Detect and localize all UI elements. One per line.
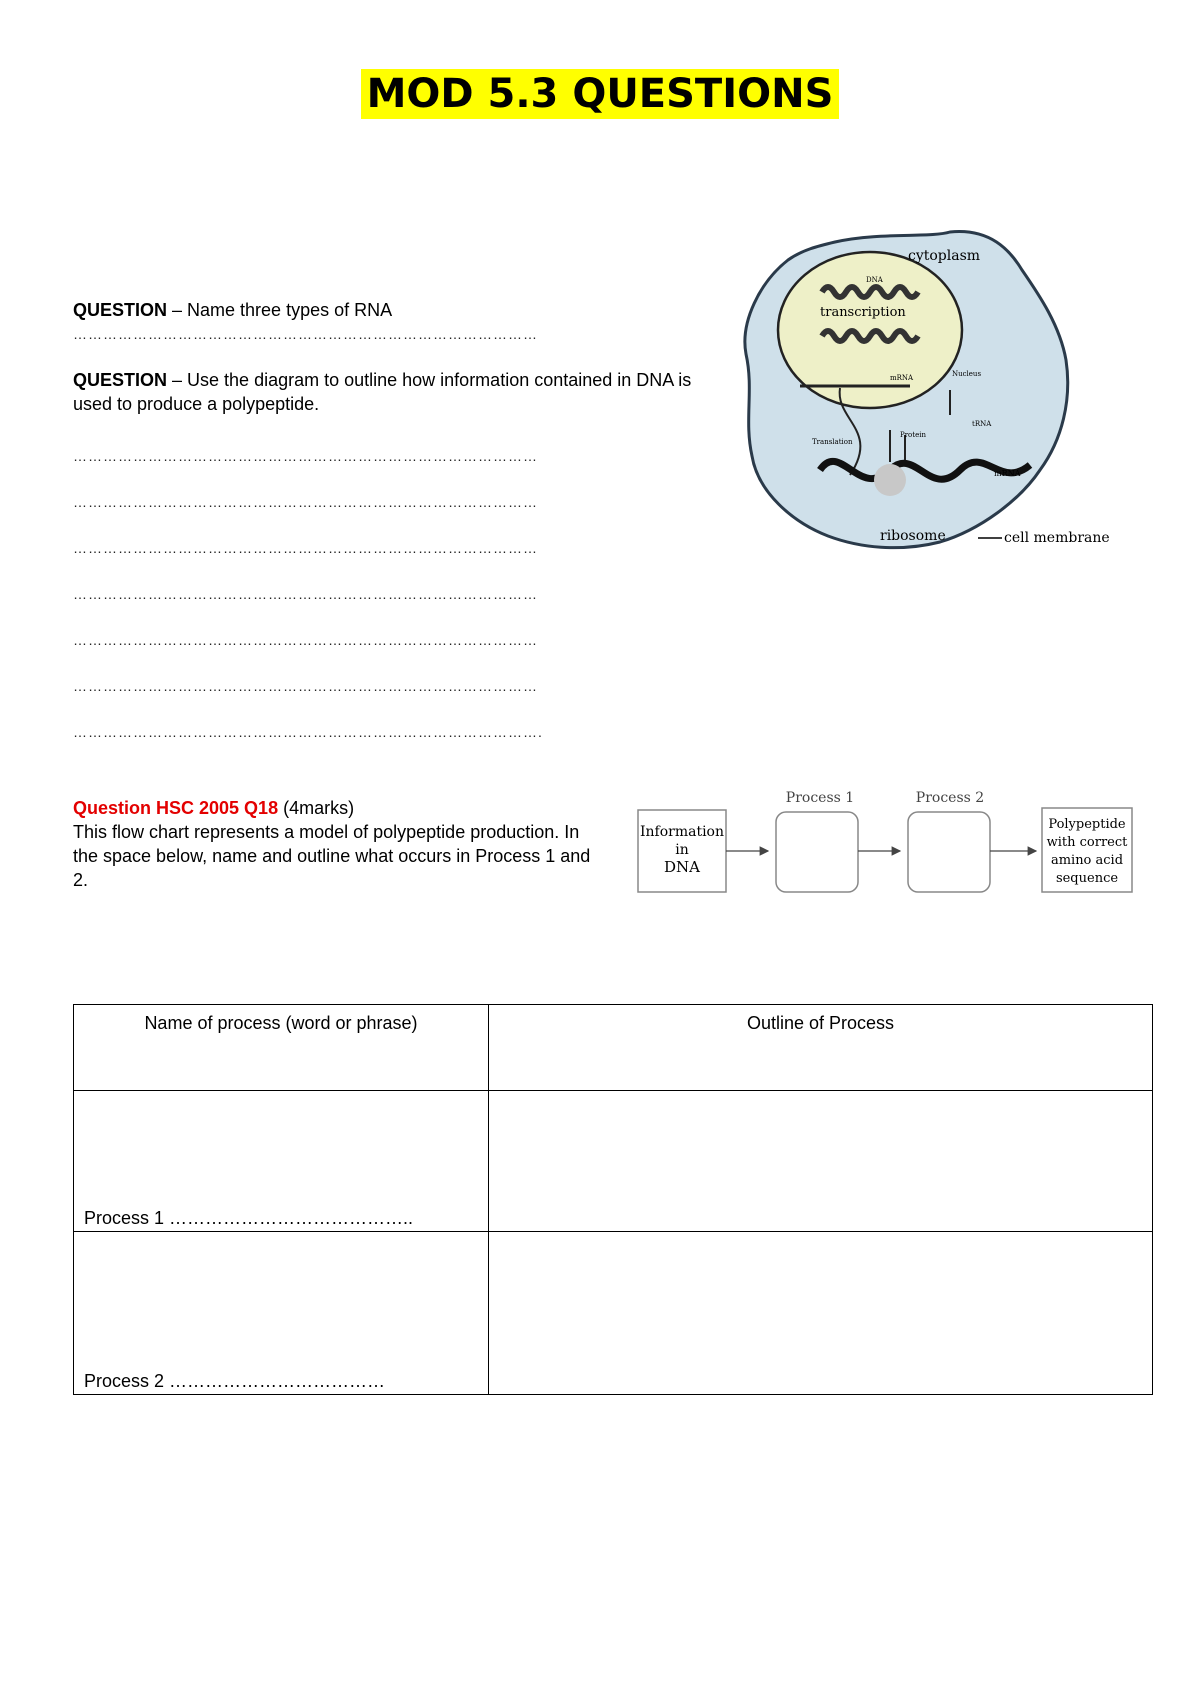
question-2-label: QUESTION — [73, 370, 168, 390]
table-row — [74, 1091, 1153, 1232]
col-header-name: Name of process (word or phrase) — [74, 1005, 489, 1091]
cell-diagram — [740, 230, 1110, 570]
process-2-label: Process 2 ……………………………… — [84, 1371, 386, 1391]
question-3-heading: Question HSC 2005 Q18 — [73, 798, 279, 818]
question-1-answer-line: ………………………………………………………………………………… — [73, 326, 538, 342]
label-trna: tRNA — [972, 420, 992, 428]
label-transcription: transcription — [820, 305, 906, 320]
col-header-outline: Outline of Process — [489, 1005, 1153, 1091]
process-2-label: Process 2 — [915, 790, 985, 806]
info-line: in — [675, 842, 689, 858]
question-3-text: This flow chart represents a model of polypeptide production. In the space below, name and outline what occurs in Process 1 and 2. — [73, 822, 591, 890]
question-1 — [73, 298, 713, 322]
table-header-row — [74, 1005, 1153, 1091]
label-translation: Translation — [812, 438, 853, 446]
answer-line: ………………………………………………………………………………… — [73, 448, 538, 464]
ribosome-shape — [874, 464, 906, 496]
process-2-box — [908, 812, 990, 892]
label-dna: DNA — [866, 276, 883, 284]
label-mrna-inner: mRNA — [890, 374, 914, 382]
label-nucleus: Nucleus — [952, 370, 982, 378]
label-cytoplasm: cytoplasm — [908, 248, 981, 264]
process-1-label: Process 1 — [785, 790, 855, 806]
label-mrna-outer: mRNA — [994, 469, 1021, 478]
answer-line: ………………………………………………………………………………… — [73, 494, 538, 510]
answer-line: ………………………………………………………………………………… — [73, 678, 538, 694]
answer-line: ………………………………………………………………………………… — [73, 632, 538, 648]
question-2 — [73, 368, 723, 416]
answer-line: …………………………………………………………………………………. — [73, 724, 543, 740]
info-line: Information — [639, 824, 725, 840]
title-text: MOD 5.3 QUESTIONS — [361, 69, 840, 119]
process-2-outline-cell[interactable] — [489, 1232, 1153, 1395]
table-row — [74, 1232, 1153, 1395]
output-line: with correct — [1046, 835, 1128, 850]
label-cell-membrane: cell membrane — [1004, 530, 1110, 546]
output-line: sequence — [1055, 871, 1119, 886]
process-1-label: Process 1 ………………………………….. — [84, 1208, 414, 1228]
label-ribosome: ribosome — [880, 528, 946, 544]
process-1-outline-cell[interactable] — [489, 1091, 1153, 1232]
label-protein: Protein — [900, 431, 926, 439]
output-line: Polypeptide — [1048, 817, 1126, 832]
answer-table — [73, 1004, 1153, 1395]
answer-line: ………………………………………………………………………………… — [73, 586, 538, 602]
answer-line: ………………………………………………………………………………… — [73, 540, 538, 556]
question-2-text: – Use the diagram to outline how information contained in DNA is used to produce a polypeptide. — [73, 370, 692, 414]
question-1-label: QUESTION — [73, 300, 168, 320]
question-3-marks: (4marks) — [278, 798, 355, 818]
process-1-name-cell[interactable] — [74, 1091, 489, 1232]
page-title — [0, 68, 1200, 120]
flowchart — [636, 780, 1146, 906]
process-1-box — [776, 812, 858, 892]
question-1-text: – Name three types of RNA — [167, 300, 393, 320]
info-line: DNA — [664, 858, 700, 876]
process-2-name-cell[interactable] — [74, 1232, 489, 1395]
output-line: amino acid — [1050, 853, 1124, 868]
question-3 — [73, 796, 593, 892]
